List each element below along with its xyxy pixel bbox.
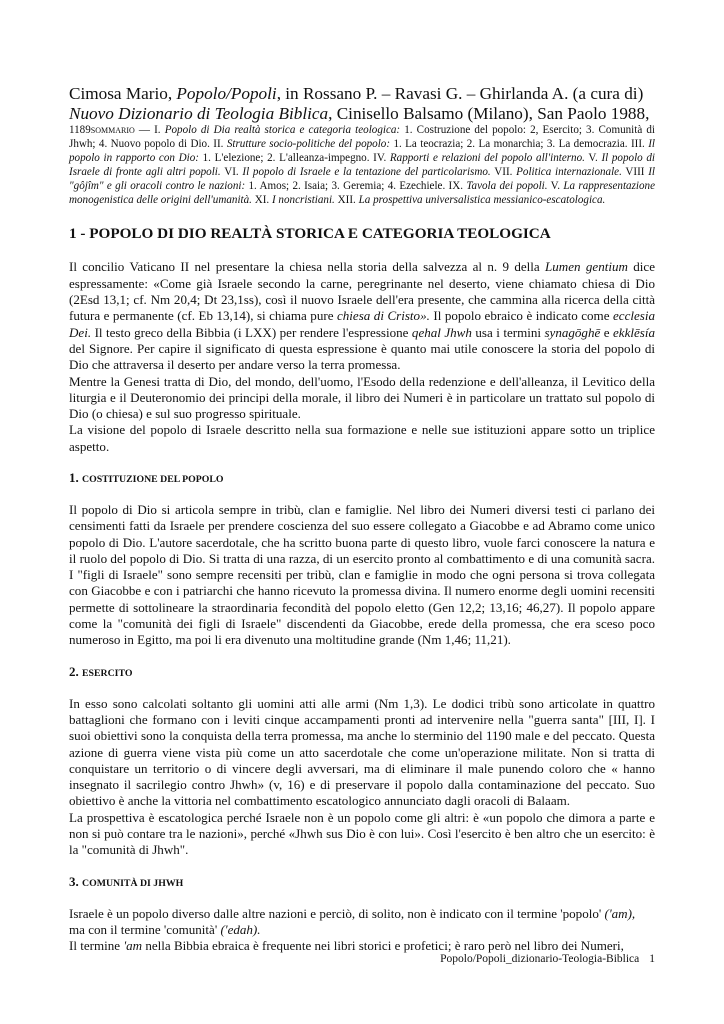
subheading-number: 3. [69, 873, 82, 889]
summary-italic: Il popolo di Israele di fronte agli altri popoli. [69, 151, 656, 178]
summary-text: XII. [334, 193, 359, 206]
text-run: dice espressamente: «Come già Israele secondo la carne, peregrinante nel deserto, viene chiamato chiesa di Dio (2Esd 13,1; cf. Nm 20,4; Dt 23,1ss), così il nuovo Israele dell'era presente, che cammina alla ricerca della città futura e permanente (cf. Eb 13,14), si chiama pure [69, 259, 655, 324]
text-run-italic: ('am), [604, 905, 636, 921]
text-run: del Signore. Per capire il significato di questa espressione è quanto mai utile conoscere la storia del popolo di Dio che attraversa il deserto per andare verso la terra promessa. [69, 340, 655, 373]
section-heading: 1 - POPOLO DI DIO REALTÀ STORICA E CATEGORIA TEOLOGICA [69, 225, 551, 243]
text-run: ma con il termine 'comunità' [69, 921, 221, 937]
subheading-comunita [69, 874, 655, 892]
text-run-italic: chiesa di Cristo». [336, 308, 430, 324]
subheading-esercito [69, 664, 655, 682]
summary-block [69, 124, 655, 207]
intro-paragraph-1 [69, 259, 655, 373]
title-author: Cimosa Mario, [69, 84, 177, 103]
esercito-paragraph-1: In esso sono calcolati soltanto gli uomini atti alle armi (Nm 1,3). Le dodici tribù sono articolate in quattro battaglioni che formano con i leviti cinque accampamenti pronti ad intervenire nella "guerra santa" [III, I]. I suoi obiettivi sono la conquista della terra promessa, ma anche lo sterminio del 1190 male e del peccato. Questa azione di guerra viene vista più come un atto sacerdotale che come un'operazione militate. Non si tratta di conquistare un territorio o di vincere degli avversari, ma di eliminare il male punendo coloro che « hanno insegnato il sacrilegio contro Jhwh» (v, 16) e di preservare il popolo dalla contaminazione del peccato. Suo obiettivo è anche la vittoria nel combattimento escatologico annunciato dagli oracoli di Balaam. [69, 695, 655, 809]
costituzione-paragraph: Il popolo di Dio si articola sempre in tribù, clan e famiglie. Nel libro dei Numeri diversi testi ci parlano dei censimenti fatti da Israele per prendere coscienza del suo essere collegato a Giacobbe e ad Abramo come unico popolo di Dio. L'autore sacerdotale, che ha scritto buona parte di questo libro, vuole farci conoscere la natura e il ruolo del popolo di Dio. Si tratta di una razza, di un esercito pronto al combattimento e di una comunità sacra. I "figli di Israele" sono sempre recensiti per tribù, clan e famiglie in modo che ogni persona si trova collegata con Giacobbe e con i patriarchi che hanno ricevuto la promessa divina. Il numero enorme degli uomini recensiti permette di sottolineare la straordinaria fecondità del popolo eletto (Gen 12,2; 13,16; 46,27). Il popolo appare come la "comunità dei figli di Israele" discendenti da Giacobbe, erede della promessa, che era sceso poco numeroso in Egitto, ma poi li era divenuto una moltitudine grande (Nm 1,46; 11,21). [69, 502, 655, 648]
text-run-italic: ecclesia Dei. [69, 308, 656, 340]
intro-paragraph-3: La visione del popolo di Israele descritto nella sua formazione e nelle sue istituzioni appare sotto un triplice aspetto. [69, 422, 655, 454]
text-run: Il concilio Vaticano II nel presentare la chiesa nella storia della salvezza al n. 9 della [69, 259, 546, 275]
subheading-label: COSTITUZIONE DEL POPOLO [82, 474, 224, 485]
summary-italic: Politica internazionale. [516, 165, 622, 178]
page-footer [440, 952, 655, 966]
intro-paragraph-2: Mentre la Genesi tratta di Dio, del mondo, dell'uomo, l'Esodo della redenzione e dell'alleanza, il Levitico della liturgia e il Deuteronomio dei principi della morale, il libro dei Numeri è in particolare un trattato sul popolo di Dio (o chiesa) e sul suo progresso spirituale. [69, 373, 655, 422]
title-editors: , in Rossano P. – Ravasi G. – Ghirlanda A. (a cura di) [276, 84, 644, 103]
text-run-italic: ekklēsía [613, 324, 656, 340]
summary-italic: Rapporti e relazioni del popolo all'interno. [389, 151, 585, 164]
bibliographic-title [69, 84, 655, 124]
summary-text: VIII [621, 165, 649, 178]
subheading-costituzione [69, 470, 655, 488]
summary-italic: Strutture socio-politiche del popolo: [226, 137, 391, 150]
summary-text: XI. [251, 193, 272, 206]
text-run-italic: 'am [123, 938, 143, 954]
title-work: Nuovo Dizionario di Teologia Biblica [69, 104, 329, 123]
page-number: 1 [649, 953, 655, 965]
document-body [69, 84, 655, 955]
text-run: Israele è un popolo diverso dalle altre nazioni e perciò, di solito, non è indicato con il termine 'popolo' [69, 905, 605, 921]
text-run: Il testo greco della Bibbia (i LXX) per rendere l'espressione [91, 324, 412, 340]
text-run: usa i termini [471, 324, 545, 340]
text-run-italic: Lumen gentium [545, 259, 628, 275]
summary-text: 1. L'elezione; 2. L'alleanza-impegno. IV. [198, 151, 390, 164]
subheading-number: 1. [69, 470, 82, 485]
summary-italic: La prospettiva universalistica messianico-escatologica. [358, 193, 606, 206]
subheading-label: COMUNITÀ DI JHWH [82, 877, 184, 889]
summary-italic: Tavola dei popoli. [466, 179, 548, 192]
summary-label: sommario [90, 124, 135, 136]
summary-text: 1. Amos; 2. Isaia; 3. Geremia; 4. Ezechiele. IX. [245, 179, 467, 192]
summary-text: 1. La teocrazia; 2. La monarchia; 3. La democrazia. III. [390, 137, 649, 150]
summary-italic: Il "gôjîm" e gli oracoli contro le nazioni: [69, 165, 656, 192]
text-run: Il termine [69, 938, 124, 954]
title-entry: Popolo/Popoli [176, 84, 277, 103]
footer-source: Popolo/Popoli_dizionario-Teologia-Biblica [440, 953, 640, 965]
summary-text: 1. Costruzione del popolo: 2, Esercito; 3. Comunità di Jhwh; 4. Nuovo popolo di Dio. II. [69, 124, 655, 150]
summary-italic: La rappresentazione monogenistica delle origini dell'umanità. [69, 179, 655, 206]
text-run-italic: qehal Jhwh [411, 324, 472, 340]
summary-italic: Popolo di Dia realtà storica e categoria teologica: [164, 124, 401, 136]
summary-page-ref: 1189 [69, 124, 91, 136]
esercito-paragraph-2: La prospettiva è escatologica perché Israele non è un popolo come gli altri: è «un popolo che dimora a parte e non si può contare tra le nazioni», perché «Jhwh sus Dio è con lui». Così l'esercito è ben altro che un esercito: è la "comunità di Jhwh". [69, 809, 655, 858]
summary-text: V. [584, 151, 602, 164]
text-run-italic: synagōghē [544, 324, 601, 340]
summary-text: — I. [134, 124, 165, 136]
text-run: e [600, 324, 613, 340]
summary-italic: I noncristiani. [271, 193, 335, 206]
summary-text: V. [547, 179, 564, 192]
subheading-number: 2. [69, 663, 82, 679]
subheading-label: ESERCITO [82, 667, 133, 679]
summary-italic: Il popolo in rapporto con Dio: [69, 137, 655, 164]
text-run-italic: ('edah). [220, 921, 261, 937]
text-run: nella Bibbia ebraica è frequente nei libri storici e profetici; è raro però nel libro dei Numeri, [142, 938, 624, 954]
summary-text: VI. [220, 165, 243, 178]
title-publisher: , Cinisello Balsamo (Milano), San Paolo 1988, [328, 104, 650, 123]
summary-text: VII. [490, 165, 517, 178]
comunita-paragraph-1 [69, 906, 655, 939]
summary-italic: Il popolo di Israele e la tentazione del particolarismo. [242, 165, 491, 178]
text-run: Il popolo ebraico è indicato come [429, 308, 613, 324]
